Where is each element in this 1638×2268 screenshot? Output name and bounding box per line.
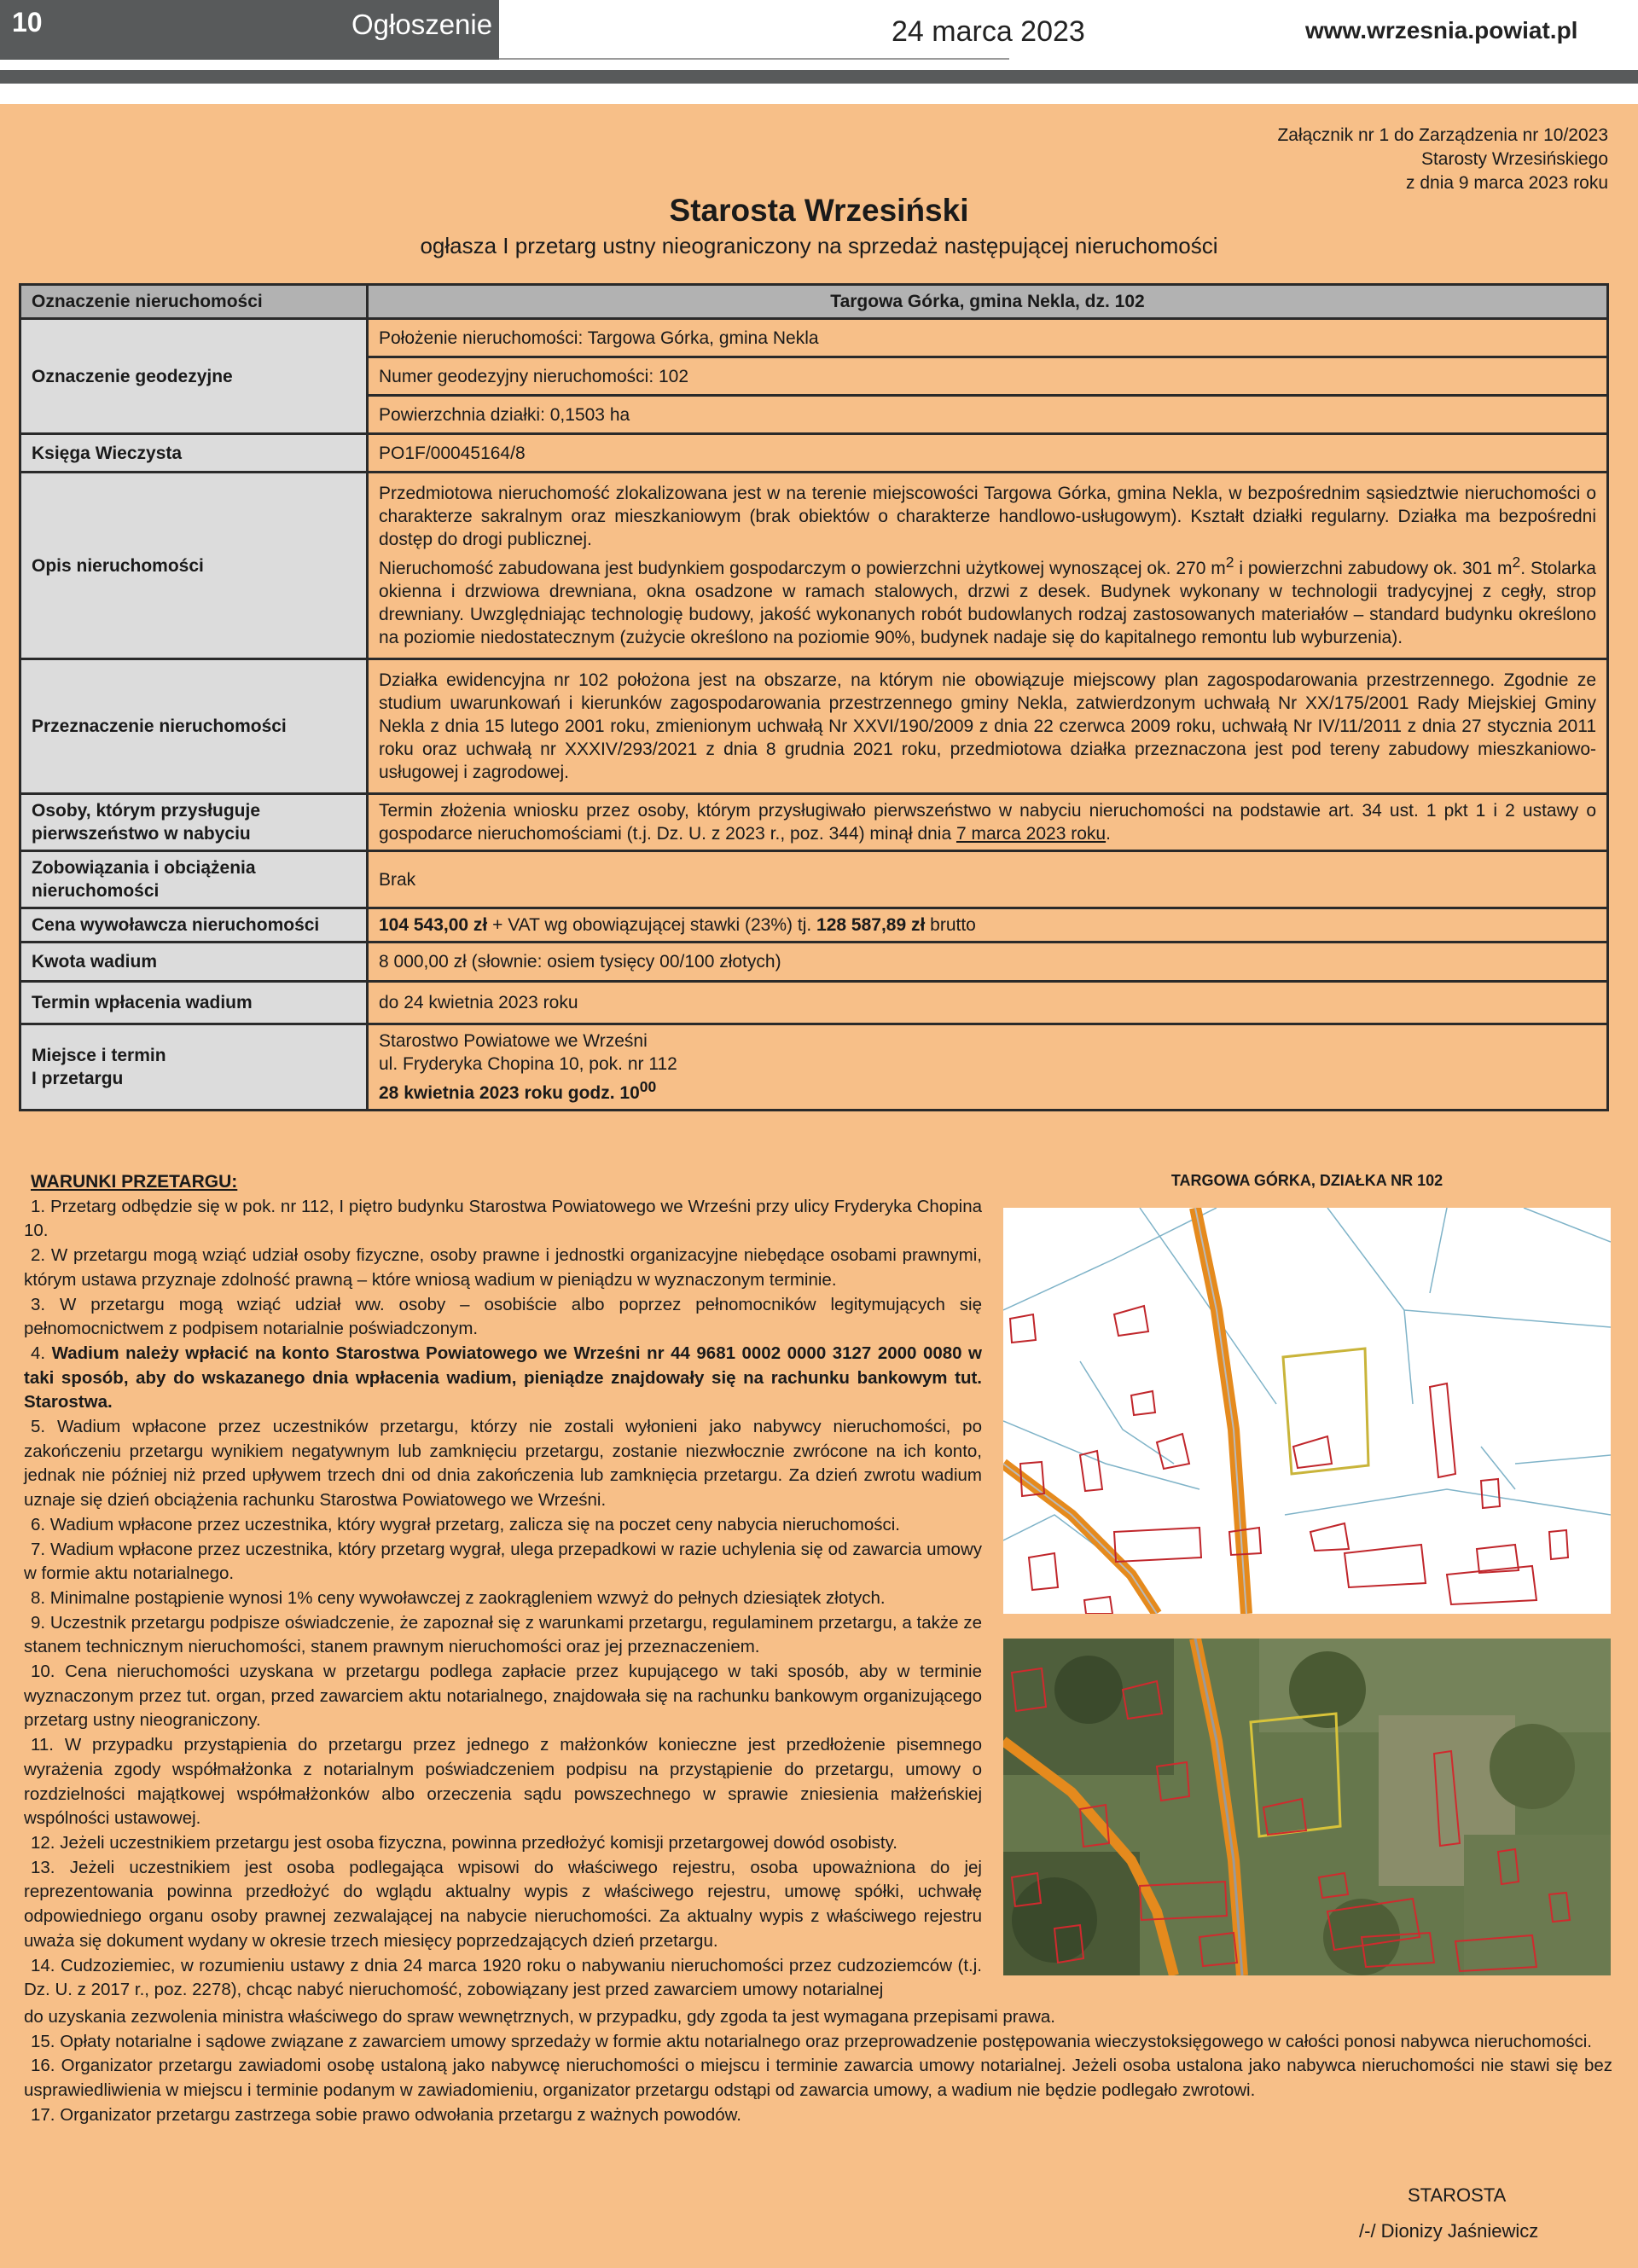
table-row [20,794,1608,851]
page-number: 10 [12,7,43,38]
page-subtitle: ogłasza I przetarg ustny nieograniczony na sprzedaż następującej nieruchomości [420,233,1218,258]
auction-datetime [379,1078,657,1103]
condition-item: 8. Minimalne postąpienie wynosi 1% ceny wywoławczej z zaokrągleniem wzwyż do pełnych dziesiątek złotych. [31,1587,886,1608]
table-row [20,1024,1608,1111]
label-line: I przetargu [32,1069,124,1088]
condition-item: 3. W przetargu mogą wziąć udział ww. osoby – osobiście albo poprzez pełnomocników legitymujących się pełnomocnictwem z podpisem notarialnie poświadczonym. [24,1294,982,1339]
row-label: Cena wywoławcza nieruchomości [20,908,368,943]
opis-text: . Stolarka okienna i drzwiowa drewniana, okna osadzone w ramach stalowych, drzwi z desek. Budynek wykonany w technologii tradycyjnej z cegły, strop drewniany. Uwzględniając technologię budowy, jakość wykonanych robót budowlanych rodzaj zastosowanych materiałów – standard budynku określono na poziomie niedostatecznym (zużycie określono na poziomie 90%, budynek nadaje się do kapitalnego remontu lub wyburzenia). [379,559,1596,647]
condition-item: do uzyskania zezwolenia ministra właściwego do spraw wewnętrznych, w przypadku, gdy zgoda ta jest wymagana przepisami prawa. [24,2007,1055,2027]
row-value: Brak [368,851,1608,908]
table-row [20,851,1608,908]
row-label: Opis nieruchomości [20,473,368,659]
row-value: Powierzchnia działki: 0,1503 ha [368,396,1608,434]
opis-text: i powierzchni zabudowy ok. 301 m [1234,559,1513,578]
row-value: do 24 kwietnia 2023 roku [368,982,1608,1024]
row-label [20,1024,368,1111]
table-row [20,982,1608,1024]
bank-account-text: Wadium należy wpłacić na konto Starostwa Powiatowego we Wrześni nr 44 9681 0002 0000 3127 2000 0080 w taki sposób, aby do wskazanego dnia wpłacenia wadium, pieniądze znajdowały się na rachunku bankowym tut. Starostwa. [24,1343,982,1412]
row-value: 8 000,00 zł (słownie: osiem tysięcy 00/100 złotych) [368,943,1608,982]
aerial-map [1003,1639,1611,1975]
header-tab [0,0,499,60]
row-value [368,473,1608,659]
condition-item: 7. Wadium wpłacone przez uczestnika, który przetarg wygrał, ulega przepadkowi w razie uchylenia się od zawarcia umowy w formie aktu notarialnego. [24,1539,982,1584]
row-value [368,1024,1608,1111]
row-label: Termin wpłacenia wadium [20,982,368,1024]
table-row [20,473,1608,659]
condition-item: 14. Cudzoziemiec, w rozumieniu ustawy z dnia 24 marca 1920 roku o nabywaniu nieruchomości przez cudzoziemców (t.j. Dz. U. z 2017 r., poz. 2278), chcąc nabyć nieruchomość, zobowiązany jest przed zawarciem umowy notarialnej [24,1955,982,2000]
venue-line: Starostwo Powiatowe we Wrześni [379,1031,648,1051]
row-label: Księga Wieczysta [20,434,368,473]
row-value: Położenie nieruchomości: Targowa Górka, gmina Nekla [368,319,1608,357]
condition-item: 12. Jeżeli uczestnikiem przetargu jest osoba fizyczna, powinna przedłożyć komisji przetargowej dowód osobisty. [31,1832,897,1853]
osoby-date: 7 marca 2023 roku [956,824,1107,844]
row-label: Zobowiązania i obciążenia nieruchomości [20,851,368,908]
superscript: 2 [1225,554,1234,571]
condition-item: 5. Wadium wpłacone przez uczestników przetargu, którzy nie zostali wyłonieni jako nabywcy nieruchomości, po zakończeniu przetargu wynikiem negatywnym lub zamknięciu przetargu, zostanie niezwłocznie zwrócone na ich konto, jednak nie później niż przed upływem trzech dni od dnia zakończenia lub zamknięcia przetargu. Za dzień zwrotu wadium uznaje się dzień obciążenia rachunku Starostwa Powiatowego we Wrześni. [24,1417,982,1511]
map-title: TARGOWA GÓRKA, DZIAŁKA NR 102 [1170,1172,1443,1189]
opis-text: Nieruchomość zabudowana jest budynkiem gospodarczym o powierzchni użytkowej wynoszącej ok. 270 m [379,559,1226,578]
condition-item: 10. Cena nieruchomości uzyskana w przetargu podlega zapłacie przez kupującego w taki sposób, aby w terminie wyznaczonym przez tut. organ, przed zawarciem aktu notarialnego, znajdowała się na rachunku bankowym organizującego przetarg ustny nieograniczony. [24,1662,982,1731]
condition-item [24,1342,982,1415]
row-value: Numer geodezyjny nieruchomości: 102 [368,357,1608,396]
row-value: Targowa Górka, gmina Nekla, dz. 102 [368,285,1608,319]
price-end: brutto [925,915,976,935]
condition-item: 11. W przypadku przystąpienia do przetargu przez jednego z małżonków konieczne jest przedłożenie pisemnego wyrażenia zgody współmałżonka z notarialnym poświadczeniem podpisu na przystąpienie do przetargu, umowy o rozdzielności majątkowej współmałżonków albo orzeczenia sądu powszechnego w sprawie zniesienia małżeńskiej wspólności ustawowej. [24,1735,982,1829]
row-value: PO1F/00045164/8 [368,434,1608,473]
annex-line: z dnia 9 marca 2023 roku [1406,173,1608,193]
section-label: Ogłoszenie [351,9,493,40]
label-line: Miejsce i termin [32,1046,166,1065]
conditions-continued [24,2005,1612,2128]
cadastral-map [1003,1208,1611,1614]
page-title: Starosta Wrzesiński [669,193,969,228]
row-label: Przeznaczenie nieruchomości [20,659,368,794]
price-mid: + VAT wg obowiązującej stawki (23%) tj. [487,915,817,935]
condition-item: 17. Organizator przetargu zastrzega sobie prawo odwołania przetargu z ważnych powodów. [31,2104,741,2125]
condition-item: 9. Uczestnik przetargu podpisze oświadczenie, że zapoznał się z warunkami przetargu, regulaminem przetargu, a także ze stanem technicznym nieruchomości, stanem prawnym nieruchomości oraz jej przeznaczeniem. [24,1612,982,1657]
condition-number: 4. [31,1343,52,1363]
row-label: Kwota wadium [20,943,368,982]
auction-date: 28 kwietnia 2023 roku godz. 10 [379,1083,640,1103]
conditions-heading: WARUNKI PRZETARGU: [31,1172,238,1192]
condition-item: 15. Opłaty notarialne i sądowe związane z zawarciem umowy sprzedaży w formie aktu notarialnego oraz przeprowadzenie postępowania wieczystoksięgowego w całości ponosi nabywca nieruchomości. [31,2031,1592,2051]
venue-line: ul. Fryderyka Chopina 10, pok. nr 112 [379,1054,677,1074]
annex-note [1011,124,1608,195]
superscript: 2 [1512,554,1521,571]
opis-text: Przedmiotowa nieruchomość zlokalizowana jest w na terenie miejscowości Targowa Górka, gmina Nekla, w bezpośrednim sąsiedztwie nieruchomości o charakterze sakralnym oraz mieszkaniowym (brak obiektów o charakterze handlowo-usługowym). Kształt działki regularny. Działka ma bezpośredni dostęp do drogi publicznej. [379,484,1596,549]
site-url: www.wrzesnia.powiat.pl [1305,17,1578,44]
header-divider [499,58,1009,60]
row-label: Oznaczenie nieruchomości [20,285,368,319]
table-row [20,659,1608,794]
issue-date: 24 marca 2023 [892,15,1085,48]
condition-item: 13. Jeżeli uczestnikiem jest osoba podlegająca wpisowi do właściwego rejestru, osoba upoważniona do jej reprezentowania powinna przedłożyć do wglądu aktualny wypis z właściwego rejestru, umowę spółki, uchwałę odpowiedniego organu osoby prawnej zezwalającej na nabycie nieruchomości. Za aktualny wypis z właściwego rejestru uważa się dokument wydany w okresie trzech miesięcy poprzedzających dzień przetargu. [24,1857,982,1951]
annex-line: Starosty Wrzesińskiego [1420,149,1608,169]
table-row [20,434,1608,473]
row-value [368,794,1608,851]
price-net: 104 543,00 zł [379,915,488,935]
conditions-section [24,1170,982,2003]
osoby-end: . [1106,824,1111,844]
aerial-map-drawing [1003,1639,1611,1975]
table-row [20,908,1608,943]
price-gross: 128 587,89 zł [816,915,926,935]
table-row [20,319,1608,357]
signature-title: STAROSTA [1408,2184,1507,2206]
superscript: 00 [639,1078,657,1095]
cadastral-map-drawing [1003,1208,1611,1614]
row-label: Osoby, którym przysługuje pierwszeństwo w nabyciu [20,794,368,851]
condition-item: 2. W przetargu mogą wziąć udział osoby fizyczne, osoby prawne i jednostki organizacyjne niebędące osobami prawnymi, którym ustawa przyznaje zdolność prawną – które wniosą wadium w pieniądzu w wyznaczonym terminie. [24,1245,982,1290]
condition-item: 6. Wadium wpłacone przez uczestnika, który wygrał przetarg, zalicza się na poczet ceny nabycia nieruchomości. [31,1514,901,1534]
property-table [19,283,1609,1111]
row-label: Oznaczenie geodezyjne [20,319,368,434]
osoby-text: Termin złożenia wniosku przez osoby, którym przysługiwało pierwszeństwo w nabyciu nieruchomości na podstawie art. 34 ust. 1 pkt 1 i 2 ustawy o gospodarce nieruchomościami (t.j. Dz. U. z 2023 r., poz. 344) minął dnia [379,801,1596,844]
condition-item: 16. Organizator przetargu zawiadomi osobę ustaloną jako nabywcę nieruchomości o miejscu i terminie zawarcia umowy notarialnej. Jeżeli osoba ustalona jako nabywca nieruchomości nie stawi się bez usprawiedliwienia w miejscu i terminie podanym w zawiadomieniu, organizator przetargu odstąpi od zawarcia umowy, a wadium nie będzie podlegało zwrotowi. [24,2056,1612,2101]
table-row [20,285,1608,319]
header-bar [0,70,1638,84]
row-value: Działka ewidencyjna nr 102 położona jest na obszarze, na którym nie obowiązuje miejscowy plan zagospodarowania przestrzennego. Zgodnie ze studium uwarunkowań i kierunków zagospodarowania przestrzennego gminy Nekla, zatwierdzonym uchwałą Nr XX/175/2001 Rady Miejskiej Gminy Nekla z dnia 15 lutego 2001 roku, zmienionym uchwałą Nr XXVI/190/2009 z dnia 22 czerwca 2009 roku, uchwałą Nr IV/11/2011 z dnia 27 stycznia 2011 roku oraz uchwałą nr XXXIV/293/2021 z dnia 8 grudnia 2021 roku, przedmiotowa działka przeznaczona jest pod tereny zabudowy mieszkaniowo-usługowej i zagrodowej. [368,659,1608,794]
annex-line: Załącznik nr 1 do Zarządzenia nr 10/2023 [1277,125,1608,145]
row-value [368,908,1608,943]
table-row [20,943,1608,982]
signature-name: /-/ Dionizy Jaśniewicz [1359,2220,1539,2242]
condition-item: 1. Przetarg odbędzie się w pok. nr 112, I piętro budynku Starostwa Powiatowego we Wrześni przy ulicy Fryderyka Chopina 10. [24,1196,982,1241]
